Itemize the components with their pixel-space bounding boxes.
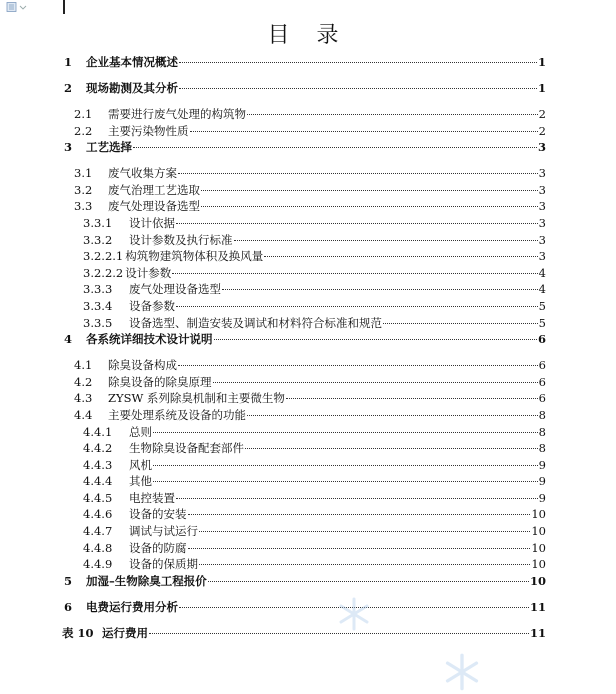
toc-number: 4.4.1 [83,424,113,439]
toc-entry[interactable] [62,357,546,374]
toc-title: 总则 [129,424,152,439]
toc-number: 6 [64,599,73,614]
toc-title: 构筑物建筑物体积及换风量 [125,249,264,264]
toc-page-number: 9 [538,457,546,472]
toc-page-number: 10 [531,540,546,555]
toc-page-number: 4 [538,282,546,297]
toc-number: 4.2 [74,374,93,389]
toc-page-number: 3 [538,249,546,264]
toc-entry[interactable] [62,331,546,357]
toc-leader-dots [245,448,538,449]
toc-leader-dots [199,531,530,532]
toc-leader-dots [133,147,537,148]
toc-title: 工艺选择 [86,140,132,155]
toc-entry[interactable] [62,281,546,298]
toc-page-number: 6 [537,332,546,347]
toc-number: 表 10 [62,625,94,640]
toc-entry[interactable] [62,556,546,573]
toc-title: 废气处理设备选型 [108,199,200,214]
toc-leader-dots [264,256,537,257]
toc-page-number: 4 [538,265,546,280]
toc-title: 设备参数 [129,298,175,313]
toc-page-number: 5 [538,315,546,330]
toc-leader-dots [234,240,538,241]
toc-number: 4.4.9 [83,557,113,572]
document-icon[interactable] [6,2,34,12]
toc-title: 设备的安装 [129,507,187,522]
toc-leader-dots [153,432,538,433]
toc-title: 设计依据 [129,215,175,230]
toc-title: 电费运行费用分析 [86,599,178,614]
toc-number: 4.4 [74,407,93,422]
toc-leader-dots [188,514,531,515]
toc-page-number: 9 [538,490,546,505]
toc-number: 1 [64,55,73,69]
text-cursor [63,0,65,14]
toc-entry[interactable] [62,424,546,441]
toc-title: 其他 [129,474,152,489]
toc-number: 3.1 [74,166,93,181]
toc-leader-dots [188,548,531,549]
toc-number: 4.1 [74,358,93,373]
toc-page-number: 6 [538,358,546,373]
toc-leader-dots [201,190,538,191]
toc-page-number: 10 [531,524,546,539]
toc-entry[interactable] [62,374,546,391]
toc-title: 生物除臭设备配套部件 [129,441,244,456]
toc-leader-dots [153,465,538,466]
toc-page-number: 3 [538,232,546,247]
toc-page-number: 8 [538,424,546,439]
toc-leader-dots [178,173,538,174]
toc-number: 3.2 [74,182,93,197]
toc-number: 4.4.8 [83,540,113,555]
toc-title: 设备的防腐 [129,540,187,555]
page-title: 目 录 [267,23,349,48]
toc-number: 4.4.5 [83,490,113,505]
toc-title: 电控装置 [129,490,175,505]
toc-title: 废气治理工艺选取 [108,182,200,197]
toc-leader-dots [247,415,538,416]
toc-title: 各系统详细技术设计说明 [86,332,213,347]
table-of-contents [62,54,546,651]
toc-entry[interactable] [62,599,546,625]
toc-number: 4.4.4 [83,474,113,489]
toc-entry[interactable] [62,523,546,540]
toc-leader-dots [172,273,537,274]
toc-number: 4.3 [74,391,93,406]
toc-page-number: 3 [538,215,546,230]
toc-title: 设备选型、制造安装及调试和材料符合标准和规范 [129,315,382,330]
toc-number: 3.3 [74,199,93,214]
toc-title: 调试与试运行 [129,524,198,539]
toc-number: 3 [64,140,73,155]
toc-title: 除臭设备构成 [108,358,177,373]
toc-title: 加湿–生物除臭工程报价 [86,573,207,588]
toc-number: 3.3.4 [83,298,113,313]
toc-title: 设计参数及执行标准 [129,232,233,247]
toc-entry[interactable] [62,80,546,106]
toc-page-number: 1 [537,55,546,69]
toc-entry[interactable] [62,123,546,140]
toc-number: 3.3.2 [83,232,113,247]
toc-leader-dots [179,88,537,89]
toc-number: 2.1 [74,107,93,121]
toc-page-number: 10 [531,557,546,572]
toc-number: 3.2.2.1 [83,249,124,264]
toc-entry[interactable] [62,473,546,490]
toc-entry[interactable] [62,182,546,199]
toc-number: 4.4.7 [83,524,113,539]
toc-title: 废气处理设备选型 [129,282,221,297]
snowflake-watermark-icon [442,652,482,692]
toc-leader-dots [222,289,538,290]
toc-number: 5 [64,573,73,588]
toc-leader-dots [208,581,529,582]
toc-leader-dots [201,206,538,207]
toc-number: 4.4.6 [83,507,113,522]
toc-page-number: 8 [538,407,546,422]
toc-page-number: 10 [529,573,546,588]
snowflake-watermark-icon [336,596,372,632]
toc-page-number: 3 [537,140,546,155]
toc-title: 运行费用 [102,625,148,640]
toc-page-number: 3 [538,182,546,197]
toc-entry[interactable] [62,54,546,80]
toc-entry[interactable] [62,232,546,249]
toc-number: 3.3.3 [83,282,113,297]
toc-leader-dots [149,633,529,634]
toc-title: 需要进行废气处理的构筑物 [108,107,246,121]
toc-number: 2.2 [74,123,93,138]
toc-entry[interactable] [62,106,546,123]
toc-title: ZYSW 系列除臭机制和主要微生物 [108,391,285,406]
toc-leader-dots [153,481,538,482]
toc-entry[interactable] [62,165,546,182]
toc-number: 3.2.2.2 [83,265,124,280]
toc-leader-dots [213,382,538,383]
toc-page-number: 11 [529,599,546,614]
toc-page-number: 2 [538,123,546,138]
toc-number: 3.3.5 [83,315,113,330]
toc-entry[interactable] [62,248,546,265]
toc-title: 风机 [129,457,152,472]
toc-number: 4.4.2 [83,441,113,456]
toc-title: 现场勘测及其分析 [86,81,178,95]
toc-leader-dots [176,498,538,499]
toc-page-number: 1 [537,81,546,95]
toc-entry[interactable] [62,407,546,424]
toc-leader-dots [214,339,537,340]
toc-page-number: 11 [529,625,546,640]
toc-page-number: 3 [538,166,546,181]
toc-title: 主要污染物性质 [108,123,189,138]
toc-entry[interactable] [62,265,546,282]
toc-page-number: 6 [538,374,546,389]
toc-page-number: 10 [531,507,546,522]
toc-entry[interactable] [62,198,546,215]
toc-title: 设备的保质期 [129,557,198,572]
toc-page-number: 3 [538,199,546,214]
toc-entry[interactable] [62,440,546,457]
toc-title: 企业基本情况概述 [86,55,178,69]
toc-entry[interactable] [62,625,546,651]
toc-entry[interactable] [62,298,546,315]
toc-leader-dots [176,223,538,224]
toc-entry[interactable] [62,573,546,599]
toc-leader-dots [190,131,538,132]
toc-title: 除臭设备的除臭原理 [108,374,212,389]
toc-leader-dots [178,365,538,366]
toc-page-number: 2 [538,107,546,121]
toc-page-number: 5 [538,298,546,313]
toc-page-number: 6 [538,391,546,406]
toc-leader-dots [179,62,537,63]
toc-leader-dots [286,398,538,399]
toc-page-number: 8 [538,441,546,456]
toc-entry[interactable] [62,457,546,474]
toc-page-number: 9 [538,474,546,489]
toc-entry[interactable] [62,315,546,332]
toc-leader-dots [383,323,538,324]
toc-leader-dots [176,306,538,307]
toc-title: 主要处理系统及设备的功能 [108,407,246,422]
toc-entry[interactable] [62,506,546,523]
toc-leader-dots [247,114,538,115]
toc-entry[interactable] [62,490,546,507]
toc-entry[interactable] [62,540,546,557]
toc-entry[interactable] [62,390,546,407]
toc-number: 3.3.1 [83,215,113,230]
toc-entry[interactable] [62,215,546,232]
toc-number: 4 [64,332,73,347]
toc-leader-dots [199,564,530,565]
toc-entry[interactable] [62,139,546,165]
toc-number: 4.4.3 [83,457,113,472]
toc-title: 设计参数 [125,265,172,280]
toc-title: 废气收集方案 [108,166,177,181]
toc-number: 2 [64,81,73,95]
